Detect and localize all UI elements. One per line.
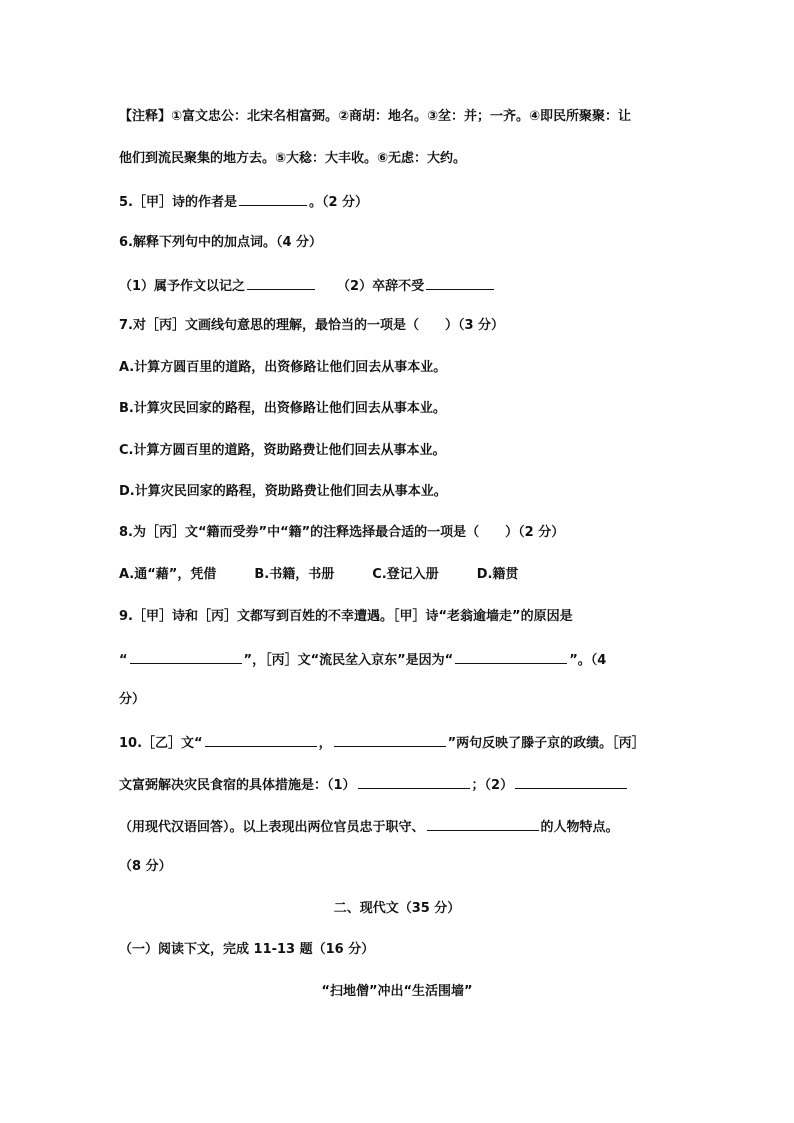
annotation-line-1: 【注释】①富文忠公：北宋名相富弼。②商胡：地名。③坌：并；一齐。④即民所聚聚：让 <box>119 109 632 124</box>
q6-item-1-blank[interactable] <box>247 276 315 290</box>
q9-blank-2[interactable] <box>455 650 567 664</box>
q10-line2-start: 文富弼解决灾民食宿的具体措施是：（1） <box>119 778 356 793</box>
q10-comma: ， <box>318 736 332 751</box>
question-9-line-3: 分） <box>119 692 146 707</box>
q9-tail-text: ”。（4 <box>569 653 607 668</box>
q6-item-1: （1）属予作文以记之 <box>119 279 246 294</box>
q10-line3-start: （用现代汉语回答）。以上表现出两位官员忠于职守、 <box>119 820 425 835</box>
question-6-stem: 6.解释下列句中的加点词。（4 分） <box>119 235 323 250</box>
annotation-line-2: 他们到流民聚集的地方去。⑤大稔：大丰收。⑥无虑：大约。 <box>119 151 467 166</box>
q10-blank-3[interactable] <box>358 775 470 789</box>
q5-tail: 。（2 分） <box>308 195 369 210</box>
q10-blank-5[interactable] <box>427 817 539 831</box>
q7-option-a: A.计算方圆百里的道路，出资修路让他们回去从事本业。 <box>119 360 447 375</box>
question-10-line-1 <box>119 733 694 753</box>
q6-item-2-blank[interactable] <box>426 276 494 290</box>
q7-option-c: C.计算方圆百里的道路，资助路费让他们回去从事本业。 <box>119 443 446 458</box>
section-heading: 二、现代文（35 分） <box>333 901 461 916</box>
article-title: “扫地僧”冲出“生活围墙” <box>321 984 473 999</box>
q10-line1-tail: ”两句反映了滕子京的政绩。［丙］ <box>447 736 645 751</box>
q5-answer-blank[interactable] <box>239 192 307 206</box>
q9-mid-text: ”，［丙］文“流民坌入京东”是因为“ <box>243 653 454 668</box>
question-10-line-4: （8 分） <box>119 859 172 874</box>
question-9-line-2 <box>119 650 694 670</box>
q8-option-d: D.籍贯 <box>476 567 519 582</box>
q9-open-quote: “ <box>119 653 128 668</box>
q10-start-text: 10.［乙］文“ <box>119 736 203 751</box>
question-7-stem: 7.对［丙］文画线句意思的理解，最恰当的一项是（ ）（3 分） <box>119 318 505 333</box>
q9-blank-1[interactable] <box>130 650 242 664</box>
q7-option-b: B.计算灾民回家的路程，出资修路让他们回去从事本业。 <box>119 401 446 416</box>
q7-option-d: D.计算灾民回家的路程，资助路费让他们回去从事本业。 <box>119 484 447 499</box>
question-10-line-3 <box>119 817 694 837</box>
q10-line3-tail: 的人物特点。 <box>540 820 619 835</box>
q8-option-b: B.书籍，书册 <box>254 567 335 582</box>
section-subheading: （一）阅读下文，完成 11-13 题（16 分） <box>119 942 375 957</box>
question-5 <box>119 192 694 212</box>
question-6-items <box>119 276 694 296</box>
question-8-options <box>119 566 694 584</box>
question-10-line-2 <box>119 775 694 795</box>
q6-item-2: （2）卒辞不受 <box>337 279 425 294</box>
question-9-line-1: 9.［甲］诗和［丙］文都写到百姓的不幸遭遇。［甲］诗“老翁逾墙走”的原因是 <box>119 609 573 624</box>
q10-blank-4[interactable] <box>515 775 627 789</box>
question-8-stem: 8.为［丙］文“籍而受券”中“籍”的注释选择最合适的一项是（ ）（2 分） <box>119 525 565 540</box>
q10-blank-2[interactable] <box>334 733 446 747</box>
q5-text: 5.［甲］诗的作者是 <box>119 195 237 210</box>
q8-option-a: A.通“藉”，凭借 <box>119 567 217 582</box>
q10-blank-1[interactable] <box>205 733 317 747</box>
q10-line2-mid: ；（2） <box>471 778 514 793</box>
q8-option-c: C.登记入册 <box>372 567 439 582</box>
